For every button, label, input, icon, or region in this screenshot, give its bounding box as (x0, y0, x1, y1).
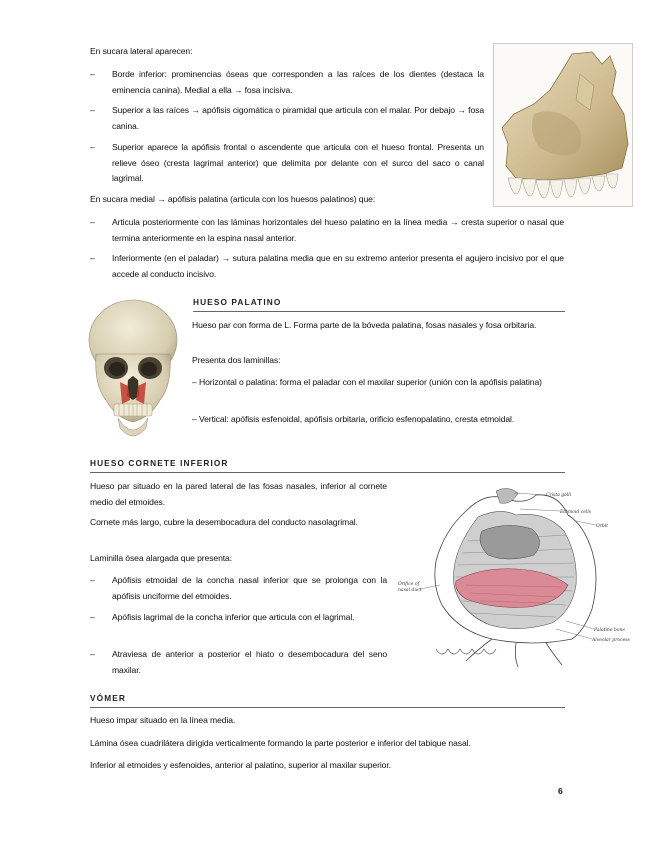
palatino-paragraph: Presenta dos laminillas: (192, 355, 281, 365)
list-item-text: Articula posteriormente con las láminas horizontales del hueso palatino en la línea media → cresta superior o nasal que termina anteriormente en la espina nasal anterior. (112, 217, 564, 243)
palatino-item: – Horizontal o palatina: forma el paladar con el maxilar superior (unión con la apófisis palatina) (192, 377, 542, 387)
vomer-paragraph: Lámina ósea cuadrilátera dirigida verticalmente formando la parte posterior e inferior del tabique nasal. (90, 738, 471, 748)
heading-cornete: HUESO CORNETE INFERIOR (90, 458, 229, 468)
page-number: 6 (558, 786, 563, 796)
heading-rule (90, 472, 565, 473)
list-item: – Apófisis etmoidal de la concha nasal inferior que se prolonga con la apófisis unciforme del etmoides. (90, 575, 387, 601)
list-item: – Borde inferior: prominencias óseas que corresponden a las raíces de los dientes (destaca la eminencia canina). Medial a ella → fosa incisiva. (90, 69, 484, 95)
list-item: – Atraviesa de anterior a posterior el hiato o desembocadura del seno maxilar. (90, 649, 387, 675)
vomer-paragraph: Inferior al etmoides y esfenoides, anterior al palatino, superior al maxilar superior. (90, 760, 391, 770)
skull-palatine-image (84, 296, 182, 446)
list-item: – Superior aparece la apófisis frontal o ascendente que articula con el hueso frontal. Presenta un relieve óseo (cresta lagrimal anterior) que delimita por delante con el surco del saco o canal lagrimal. (90, 142, 484, 183)
heading-vomer: VÓMER (90, 693, 126, 703)
list-item-text: Apófisis lagrimal de la concha inferior que articula con el lagrimal. (112, 612, 355, 622)
maxilla-bone-image (493, 43, 633, 207)
svg-text:nasal duct: nasal duct (398, 588, 422, 593)
nasal-cavity-illustration (396, 481, 632, 673)
list-item: – Apófisis lagrimal de la concha inferior que articula con el lagrimal. (90, 612, 355, 622)
list-item-text: Superior a las raíces → apófisis cigomática o piramidal que articula con el malar. Por debajo → fosa canina. (112, 105, 484, 131)
heading-rule (90, 707, 565, 708)
cornete-paragraph: Cornete más largo, cubre la desembocadura del conducto nasolagrimal. (90, 517, 358, 527)
list-item-text: Inferiormente (en el paladar) → sutura palatina media que en su extremo anterior presenta el agujero incisivo por el que accede al conducto incisivo. (112, 253, 564, 279)
list-item-text: Atraviesa de anterior a posterior el hiato o desembocadura del seno maxilar. (112, 649, 387, 675)
heading-palatino: HUESO PALATINO (193, 297, 282, 307)
palatino-paragraph: Hueso par con forma de L. Forma parte de la bóveda palatina, fosas nasales y fosa orbitaria. (192, 320, 537, 330)
svg-text:Ethmoid cells: Ethmoid cells (560, 510, 592, 515)
svg-text:Orifice of: Orifice of (398, 582, 420, 587)
svg-text:Crista galli: Crista galli (546, 493, 572, 498)
svg-text:Alveolar process: Alveolar process (592, 638, 630, 643)
list-item: – Superior a las raíces → apófisis cigomática o piramidal que articula con el malar. Por debajo → fosa canina. (90, 105, 484, 131)
intro-lateral: En sucara lateral aparecen: (90, 46, 193, 56)
list-item: – Articula posteriormente con las láminas horizontales del hueso palatino en la línea media → cresta superior o nasal que termina anteriormente en la espina nasal anterior. (90, 217, 564, 243)
list-item: – Inferiormente (en el paladar) → sutura palatina media que en su extremo anterior presenta el agujero incisivo por el que accede al conducto incisivo. (90, 253, 564, 279)
cornete-paragraph: Hueso par situado en la pared lateral de las fosas nasales, inferior al cornete medio del etmoides. (90, 481, 387, 507)
heading-rule (193, 311, 565, 312)
vomer-paragraph: Hueso impar situado en la línea media. (90, 715, 236, 725)
intro-medial: En sucara medial → apófisis palatina (articula con los huesos palatinos) que: (90, 194, 376, 204)
palatino-item: – Vertical: apófisis esfenoidal, apófisis orbitaria, orificio esfenopalatino, cresta etmoidal. (192, 414, 515, 424)
list-item-text: Superior aparece la apófisis frontal o ascendente que articula con el hueso frontal. Presenta un relieve óseo (cresta lagrimal anterior) que delimita por delante con el surco del saco o canal lagrimal. (112, 142, 484, 183)
list-item-text: Apófisis etmoidal de la concha nasal inferior que se prolonga con la apófisis unciforme del etmoides. (112, 575, 387, 601)
svg-text:Orbit: Orbit (596, 524, 608, 529)
list-item-text: Borde inferior: prominencias óseas que corresponden a las raíces de los dientes (destaca la eminencia canina). Medial a ella → fosa incisiva. (112, 69, 484, 95)
cornete-paragraph: Laminilla ósea alargada que presenta: (90, 553, 233, 563)
svg-text:Palatine bone: Palatine bone (594, 628, 626, 633)
